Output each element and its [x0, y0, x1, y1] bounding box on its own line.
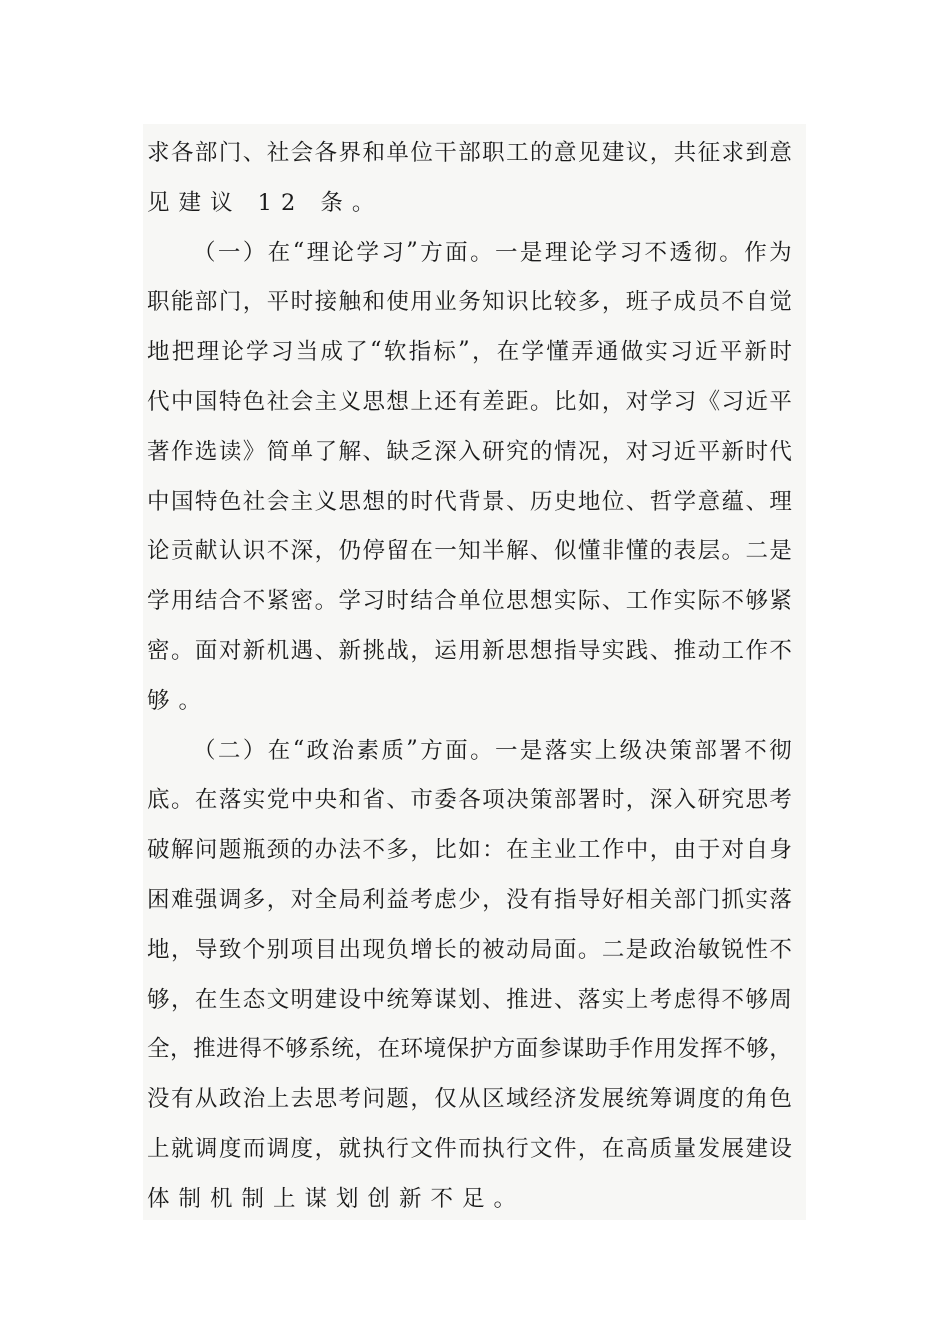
paragraph-heading-line: （ 二 ） 在 “ 政 治 素 质 ” 方 面 。 一 是 落 实 上 级 决 策 部 署 不 彻 — [193, 735, 792, 764]
text-line: 论 贡 献 认 识 不 深 ， 仍 停 留 在 一 知 半 解 、 似 懂 非 懂 的 表 层 。 二 是 — [147, 538, 792, 565]
text-line: 够 ， 在 生 态 文 明 建 设 中 统 筹 谋 划 、 推 进 、 落 实 上 考 虑 得 不 够 周 — [147, 986, 792, 1013]
text-line: 没 有 从 政 治 上 去 思 考 问 题 ， 仅 从 区 域 经 济 发 展 统 筹 调 度 的 角 色 — [147, 1086, 792, 1113]
text-line: 上 就 调 度 而 调 度 ， 就 执 行 文 件 而 执 行 文 件 ， 在 高 质 量 发 展 建 设 — [147, 1136, 792, 1162]
text-line: 学 用 结 合 不 紧 密 。 学 习 时 结 合 单 位 思 想 实 际 、 工 作 实 际 不 够 紧 — [147, 588, 792, 615]
text-line: 著 作 选 读 》 简 单 了 解 、 缺 乏 深 入 研 究 的 情 况 ， 对 习 近 平 新 时 代 — [147, 438, 792, 465]
text-line: 职 能 部 门 ， 平 时 接 触 和 使 用 业 务 知 识 比 较 多 ， 班 子 成 员 不 自 觉 — [147, 289, 792, 316]
text-line: 全 ， 推 进 得 不 够 系 统 ， 在 环 境 保 护 方 面 参 谋 助 手 作 用 发 挥 不 够 ， — [147, 1036, 792, 1063]
text-line: 底 。 在 落 实 党 中 央 和 省 、 市 委 各 项 决 策 部 署 时 ， 深 入 研 究 思 考 — [147, 787, 792, 814]
text-line: 见建议 12 条。 — [147, 189, 384, 216]
text-line: 求 各 部 门 、 社 会 各 界 和 单 位 干 部 职 工 的 意 见 建 议 ， 共 征 求 到 意 — [147, 140, 792, 166]
document-text-block — [143, 124, 806, 1220]
text-line: 地 把 理 论 学 习 当 成 了 “ 软 指 标 ” ， 在 学 懂 弄 通 做 实 习 近 平 新 时 — [147, 337, 792, 366]
text-line: 地 ， 导 致 个 别 项 目 出 现 负 增 长 的 被 动 局 面 。 二 是 政 治 敏 锐 性 不 — [147, 936, 792, 963]
text-line: 代 中 国 特 色 社 会 主 义 思 想 上 还 有 差 距 。 比 如 ， 对 学 习 《 习 近 平 — [147, 389, 792, 415]
text-line: 够。 — [147, 687, 211, 714]
text-line: 破 解 问 题 瓶 颈 的 办 法 不 多 ， 比 如 ： 在 主 业 工 作 中 ， 由 于 对 自 身 — [147, 837, 792, 864]
paragraph-heading-line: （ 一 ） 在 “ 理 论 学 习 ” 方 面 。 一 是 理 论 学 习 不 透 彻 。 作 为 — [193, 237, 792, 266]
text-line: 体制机制上谋划创新不足。 — [147, 1185, 526, 1212]
text-line: 困 难 强 调 多 ， 对 全 局 利 益 考 虑 少 ， 没 有 指 导 好 相 关 部 门 抓 实 落 — [147, 887, 792, 913]
text-line: 密 。 面 对 新 机 遇 、 新 挑 战 ， 运 用 新 思 想 指 导 实 践 、 推 动 工 作 不 — [147, 638, 792, 664]
text-line: 中 国 特 色 社 会 主 义 思 想 的 时 代 背 景 、 历 史 地 位 、 哲 学 意 蕴 、 理 — [147, 488, 792, 515]
